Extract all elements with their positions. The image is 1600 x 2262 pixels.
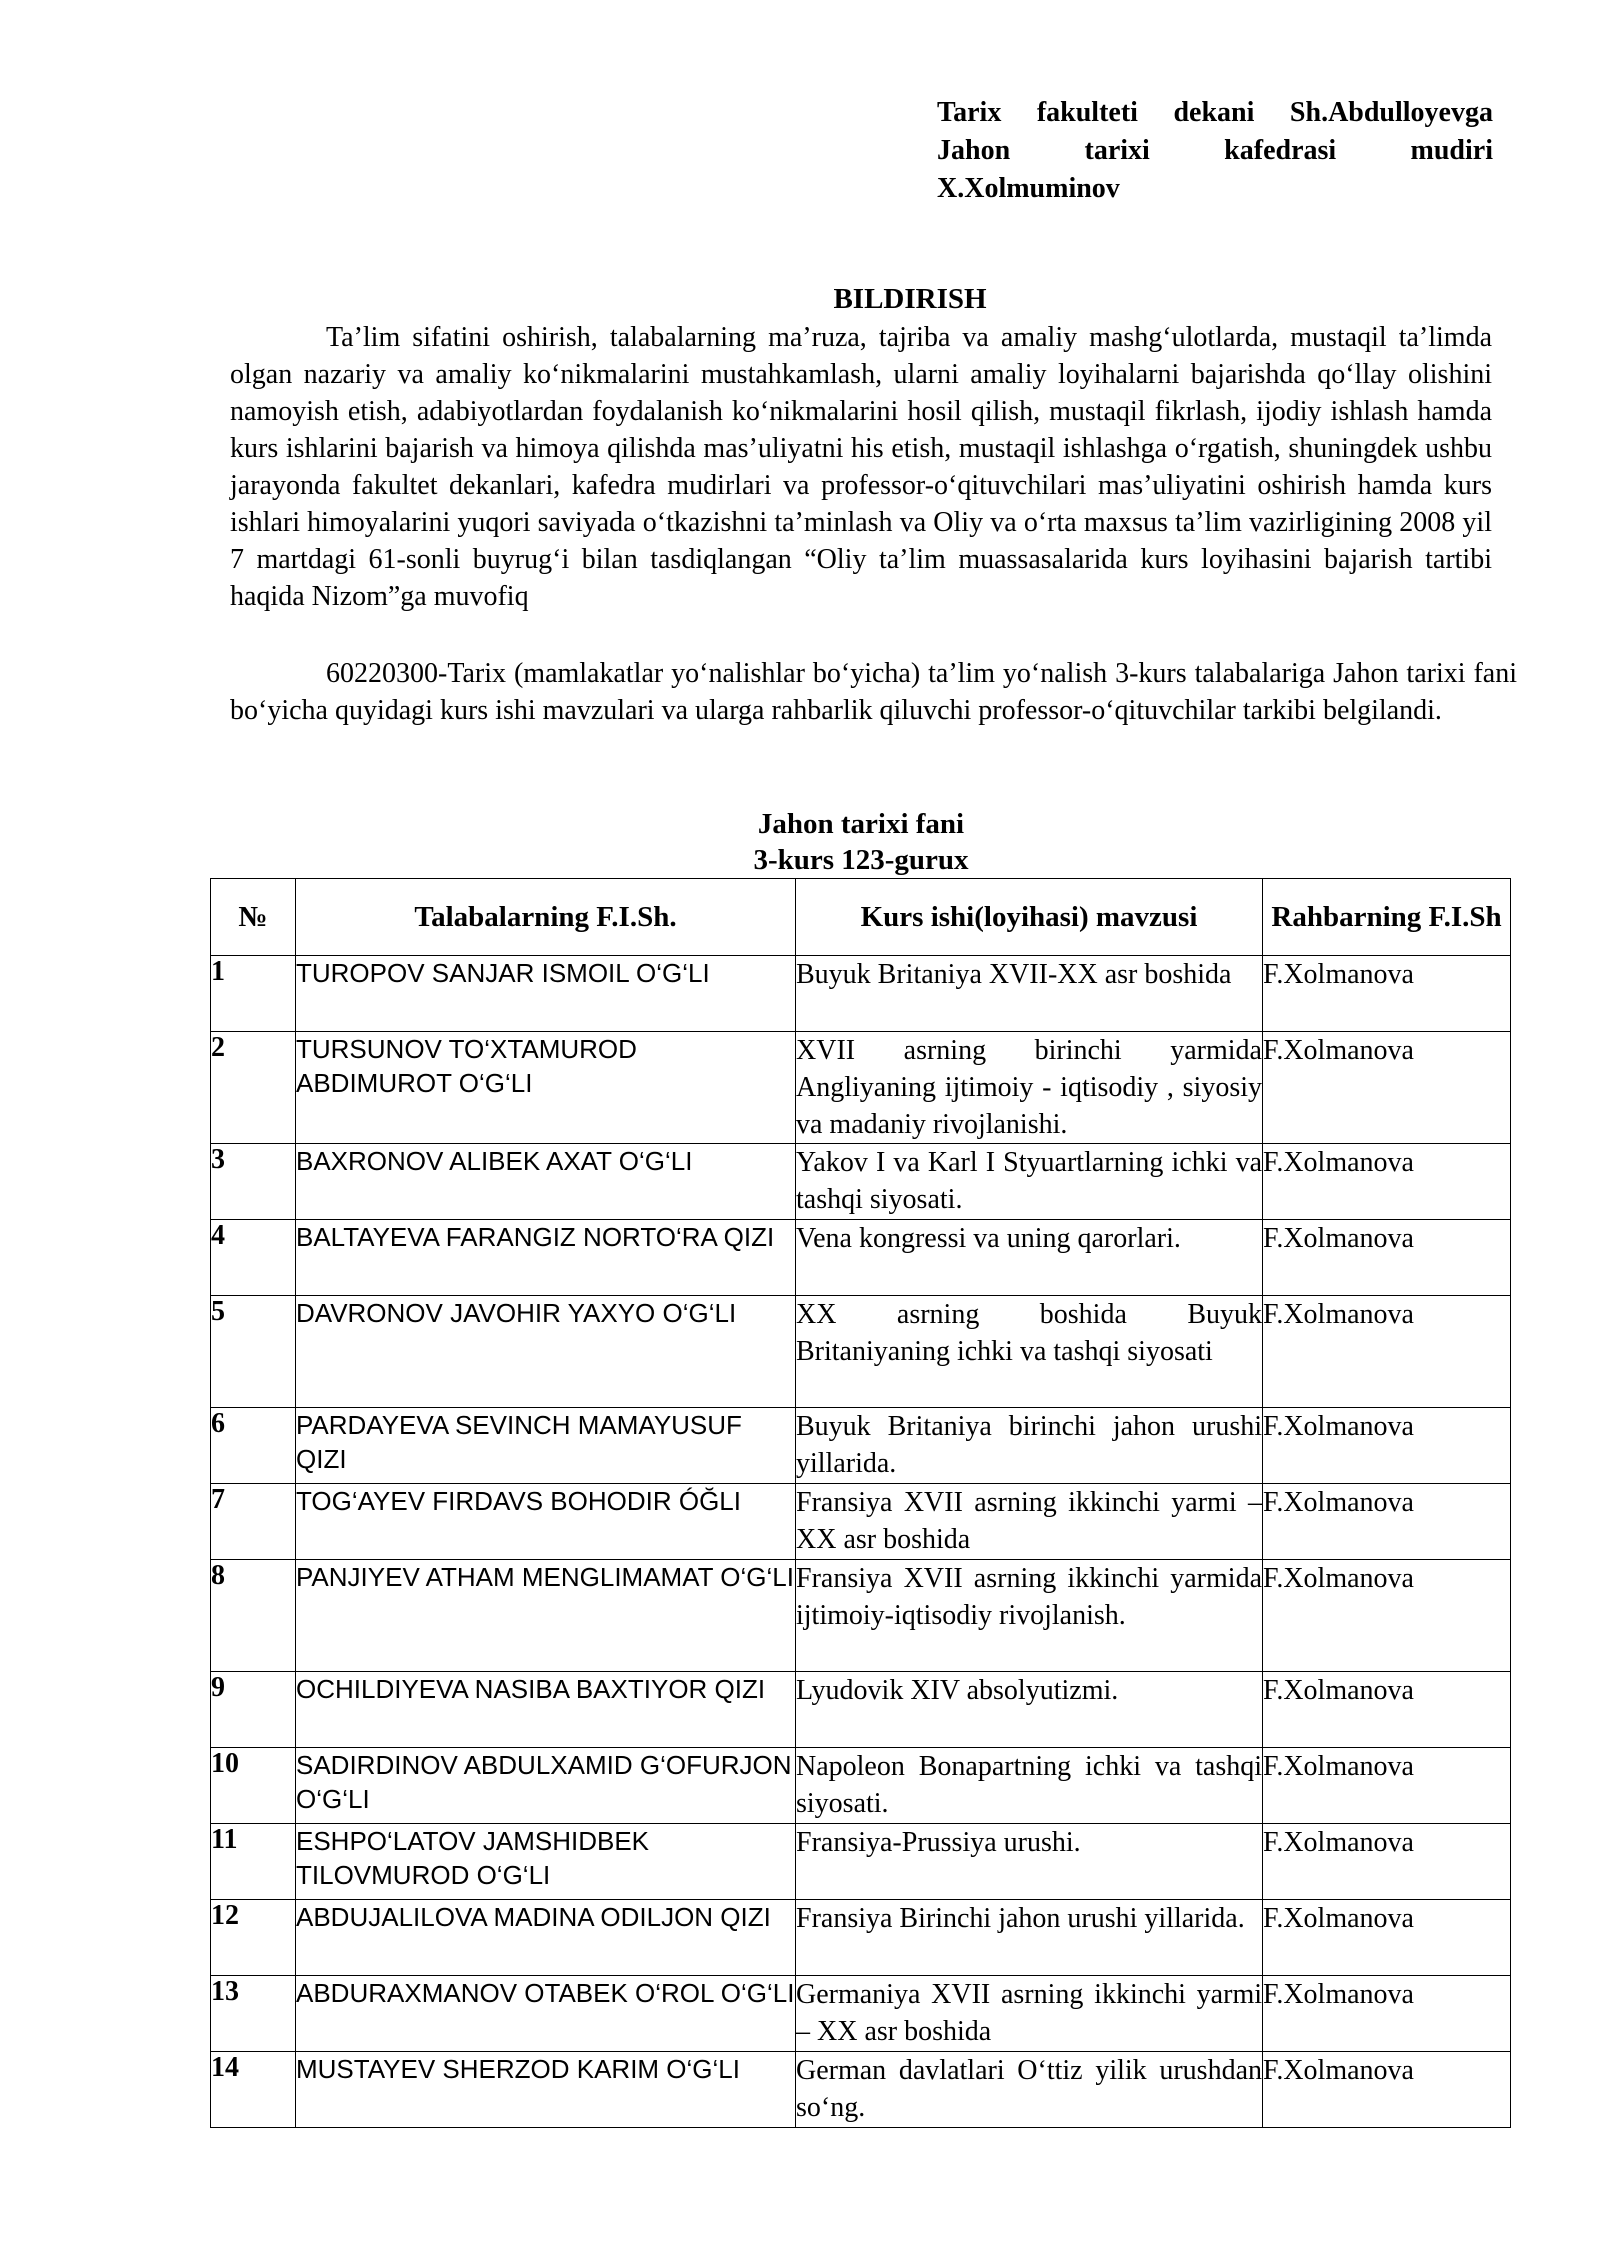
course-work-topic: Napoleon Bonapartning ichki va tashqi siyosati. [796, 1748, 1263, 1824]
subject-title: Jahon tarixi fani [757, 808, 965, 840]
student-name: BALTAYEVA FARANGIZ NORTO‘RA QIZI [296, 1220, 796, 1296]
student-name: TUROPOV SANJAR ISMOIL O‘G‘LI [296, 956, 796, 1032]
table-row [211, 1408, 1511, 1484]
table-row [211, 1900, 1511, 1976]
row-number: 1 [211, 956, 296, 1032]
supervisor-name: F.Xolmanova [1263, 1672, 1511, 1748]
supervisor-name: F.Xolmanova [1263, 1032, 1511, 1144]
supervisor-name: F.Xolmanova [1263, 1408, 1511, 1484]
student-name: OCHILDIYEVA NASIBA BAXTIYOR QIZI [296, 1672, 796, 1748]
table-header-row [211, 879, 1511, 956]
course-work-topic: Germaniya XVII asrning ikkinchi yarmi – XX asr boshida [796, 1976, 1263, 2052]
student-name: SADIRDINOV ABDULXAMID G‘OFURJON O‘G‘LI [296, 1748, 796, 1824]
row-number: 4 [211, 1220, 296, 1296]
course-work-topic: Fransiya XVII asrning ikkinchi yarmida ijtimoiy-iqtisodiy rivojlanish. [796, 1560, 1263, 1672]
course-work-topic: Fransiya XVII asrning ikkinchi yarmi – XX asr boshida [796, 1484, 1263, 1560]
course-work-topic: XX asrning boshida Buyuk Britaniyaning ichki va tashqi siyosati [796, 1296, 1263, 1408]
student-name: MUSTAYEV SHERZOD KARIM O‘G‘LI [296, 2052, 796, 2128]
student-name: TOG‘AYEV FIRDAVS BOHODIR ÓĞLI [296, 1484, 796, 1560]
table-row [211, 1144, 1511, 1220]
row-number: 10 [211, 1748, 296, 1824]
subject-heading [230, 806, 1492, 878]
student-name: DAVRONOV JAVOHIR YAXYO O‘G‘LI [296, 1296, 796, 1408]
row-number: 11 [211, 1824, 296, 1900]
header-number: № [211, 879, 296, 956]
row-number: 7 [211, 1484, 296, 1560]
table-row [211, 1672, 1511, 1748]
course-work-topic: Fransiya-Prussiya urushi. [796, 1824, 1263, 1900]
table-row [211, 1748, 1511, 1824]
table-row [211, 1220, 1511, 1296]
row-number: 12 [211, 1900, 296, 1976]
table-row [211, 1824, 1511, 1900]
supervisor-name: F.Xolmanova [1263, 2052, 1511, 2128]
supervisor-name: F.Xolmanova [1263, 1220, 1511, 1296]
body-paragraph: 60220300-Tarix (mamlakatlar yo‘nalishlar bo‘yicha) ta’lim yo‘nalish 3-kurs talabalariga Jahon tarixi fani bo‘yicha quyidagi kurs ishi mavzulari va ularga rahbarlik qiluvchi professor-o‘qituvchilar tarkibi belgilandi. [230, 658, 1517, 726]
body-paragraph: Ta’lim sifatini oshirish, talabalarning ma’ruza, tajriba va amaliy mashg‘ulotlarda, mustaqil ta’limda olgan nazariy va amaliy ko‘nikmalarini mustahkamlash, ularni amaliy loyihalarni bajarishda qo‘llay olishini namoyish etish, adabiyotlardan foydalanish ko‘nikmalarini hosil qilish, mustaqil fikrlash, ijodiy ishlash hamda kurs ishlarini bajarish va himoya qilishda mas’uliyatni his etish, mustaqil ishlashga o‘rgatish, shuningdek ushbu jarayonda fakultet dekanlari, kafedra mudirlari va professor-o‘qituvchilari mas’uliyatini oshirish hamda kurs ishlari himoyalarini yuqori saviyada o‘tkazishni ta’minlash va Oliy va o‘rta maxsus ta’lim vazirligining 2008 yil 7 martdagi 61-sonli buyrug‘i bilan tasdiqlangan “Oliy ta’lim muassasalarida kurs loyihasini bajarish tartibi haqida Nizom”ga muvofiq [230, 322, 1492, 612]
student-name: TURSUNOV TO‘XTAMUROD ABDIMUROT O‘G‘LI [296, 1032, 796, 1144]
student-name: BAXRONOV ALIBEK AXAT O‘G‘LI [296, 1144, 796, 1220]
supervisor-name: F.Xolmanova [1263, 1900, 1511, 1976]
row-number: 6 [211, 1408, 296, 1484]
addressee-line: Tarix fakulteti dekani Sh.Abdulloyevga [937, 97, 1493, 128]
supervisor-name: F.Xolmanova [1263, 956, 1511, 1032]
table-row [211, 956, 1511, 1032]
header-student-name: Talabalarning F.I.Sh. [296, 879, 796, 956]
student-name: ESHPO‘LATOV JAMSHIDBEK TILOVMUROD O‘G‘LI [296, 1824, 796, 1900]
addressee-line: X.Xolmuminov [937, 173, 1120, 204]
course-work-topic: Buyuk Britaniya birinchi jahon urushi yillarida. [796, 1408, 1263, 1484]
table-row [211, 1296, 1511, 1408]
supervisor-name: F.Xolmanova [1263, 1296, 1511, 1408]
document-title: BILDIRISH [833, 283, 987, 315]
table-row [211, 2052, 1511, 2128]
table-row [211, 1560, 1511, 1672]
row-number: 13 [211, 1976, 296, 2052]
supervisor-name: F.Xolmanova [1263, 1144, 1511, 1220]
student-name: ABDUJALILOVA MADINA ODILJON QIZI [296, 1900, 796, 1976]
row-number: 8 [211, 1560, 296, 1672]
supervisor-name: F.Xolmanova [1263, 1748, 1511, 1824]
course-work-topic: XVII asrning birinchi yarmida Angliyaning ijtimoiy - iqtisodiy , siyosiy va madaniy rivojlanishi. [796, 1032, 1263, 1144]
course-work-topic: Buyuk Britaniya XVII-XX asr boshida [796, 956, 1263, 1032]
row-number: 2 [211, 1032, 296, 1144]
course-work-topic: German davlatlari O‘ttiz yilik urushdan so‘ng. [796, 2052, 1263, 2128]
header-supervisor: Rahbarning F.I.Sh [1263, 879, 1511, 956]
topics-table [210, 878, 1511, 2128]
header-topic: Kurs ishi(loyihasi) mavzusi [796, 879, 1263, 956]
course-work-topic: Fransiya Birinchi jahon urushi yillarida. [796, 1900, 1263, 1976]
supervisor-name: F.Xolmanova [1263, 1976, 1511, 2052]
row-number: 9 [211, 1672, 296, 1748]
student-name: PARDAYEVA SEVINCH MAMAYUSUF QIZI [296, 1408, 796, 1484]
student-name: PANJIYEV ATHAM MENGLIMAMAT O‘G‘LI [296, 1560, 796, 1672]
table-row [211, 1032, 1511, 1144]
row-number: 3 [211, 1144, 296, 1220]
addressee-line: Jahon tarixi kafedrasi mudiri [937, 135, 1493, 166]
supervisor-name: F.Xolmanova [1263, 1484, 1511, 1560]
table-row [211, 1484, 1511, 1560]
row-number: 14 [211, 2052, 296, 2128]
supervisor-name: F.Xolmanova [1263, 1560, 1511, 1672]
group-title: 3-kurs 123-gurux [753, 844, 969, 876]
course-work-topic: Yakov I va Karl I Styuartlarning ichki va tashqi siyosati. [796, 1144, 1263, 1220]
course-work-topic: Vena kongressi va uning qarorlari. [796, 1220, 1263, 1296]
student-name: ABDURAXMANOV OTABEK O‘ROL O‘G‘LI [296, 1976, 796, 2052]
table-row [211, 1976, 1511, 2052]
course-work-topic: Lyudovik XIV absolyutizmi. [796, 1672, 1263, 1748]
row-number: 5 [211, 1296, 296, 1408]
supervisor-name: F.Xolmanova [1263, 1824, 1511, 1900]
addressee-block [937, 94, 1493, 208]
